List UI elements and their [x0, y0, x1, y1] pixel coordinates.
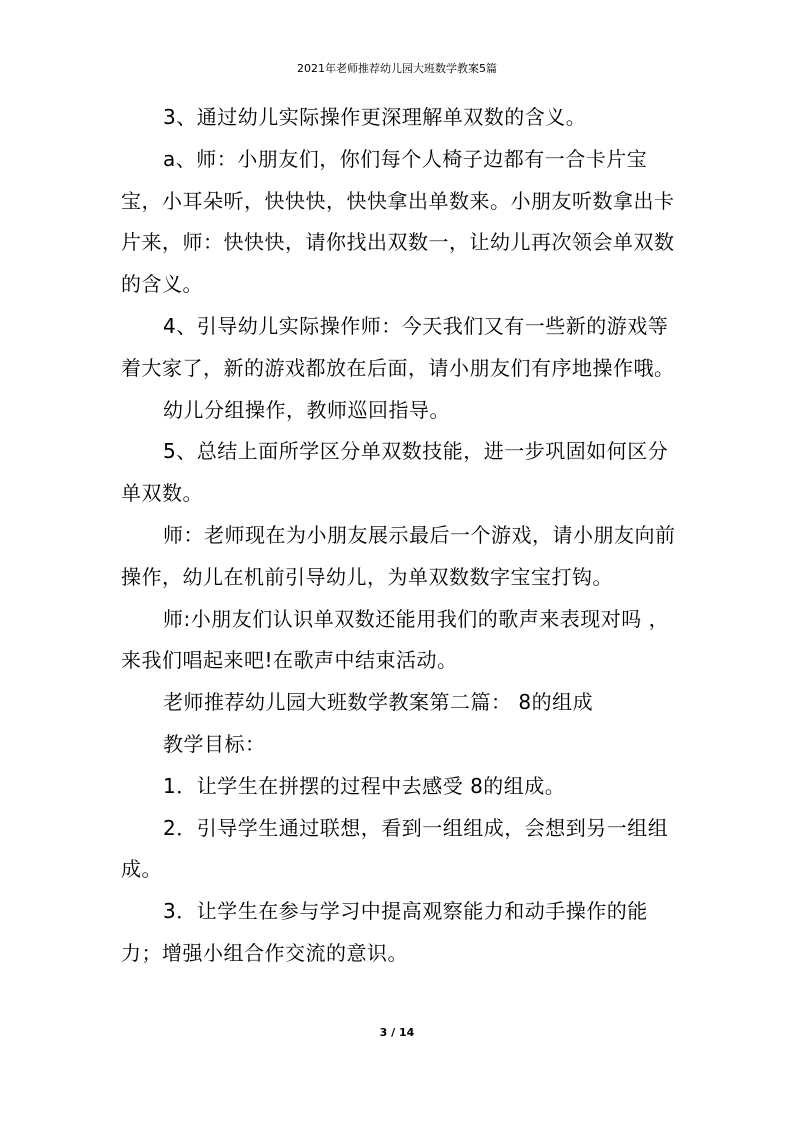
list-item: 1．让学生在拼摆的过程中去感受 8的组成。 [163, 773, 566, 798]
page-number: 3 / 14 [379, 1026, 415, 1039]
document-body [121, 97, 679, 975]
paragraph: 师:小朋友们认识单双数还能用我们的歌声来表现对吗 ，来我们唱起来吧!在歌声中结束活动。 [121, 606, 670, 673]
page-header: 2021年老师推荐幼儿园大班数学教案5篇 [297, 62, 497, 75]
section-heading: 老师推荐幼儿园大班数学教案第二篇： 8的组成 [163, 690, 594, 715]
list-item: 3．让学生在参与学习中提高观察能力和动手操作的能力；增强小组合作交流的意识。 [121, 899, 648, 965]
paragraph: 4、引导幼儿实际操作师：今天我们又有一些新的游戏等着大家了，新的游戏都放在后面，请小朋友们有序地操作哦。 [121, 313, 675, 380]
paragraph: 幼儿分组操作，教师巡回指导。 [163, 397, 450, 422]
paragraph: 5、总结上面所学区分单双数技能，进一步巩固如何区分单双数。 [121, 439, 669, 506]
paragraph: 3、通过幼儿实际操作更深理解单双数的含义。 [163, 105, 587, 129]
list-item: 2．引导学生通过联想，看到一组组成，会想到另一组组成。 [121, 815, 669, 882]
paragraph: a、师：小朋友们，你们每个人椅子边都有一合卡片宝宝，小耳朵听，快快快，快快拿出单数来。小朋友听数拿出卡片来，师：快快快，请你找出双数一，让幼儿再次领会单双数的含义。 [121, 146, 675, 297]
paragraph: 师：老师现在为小朋友展示最后一个游戏，请小朋友向前操作，幼儿在机前引导幼儿，为单双数数字宝宝打钩。 [121, 522, 676, 589]
subsection-heading: 教学目标： [163, 731, 266, 756]
